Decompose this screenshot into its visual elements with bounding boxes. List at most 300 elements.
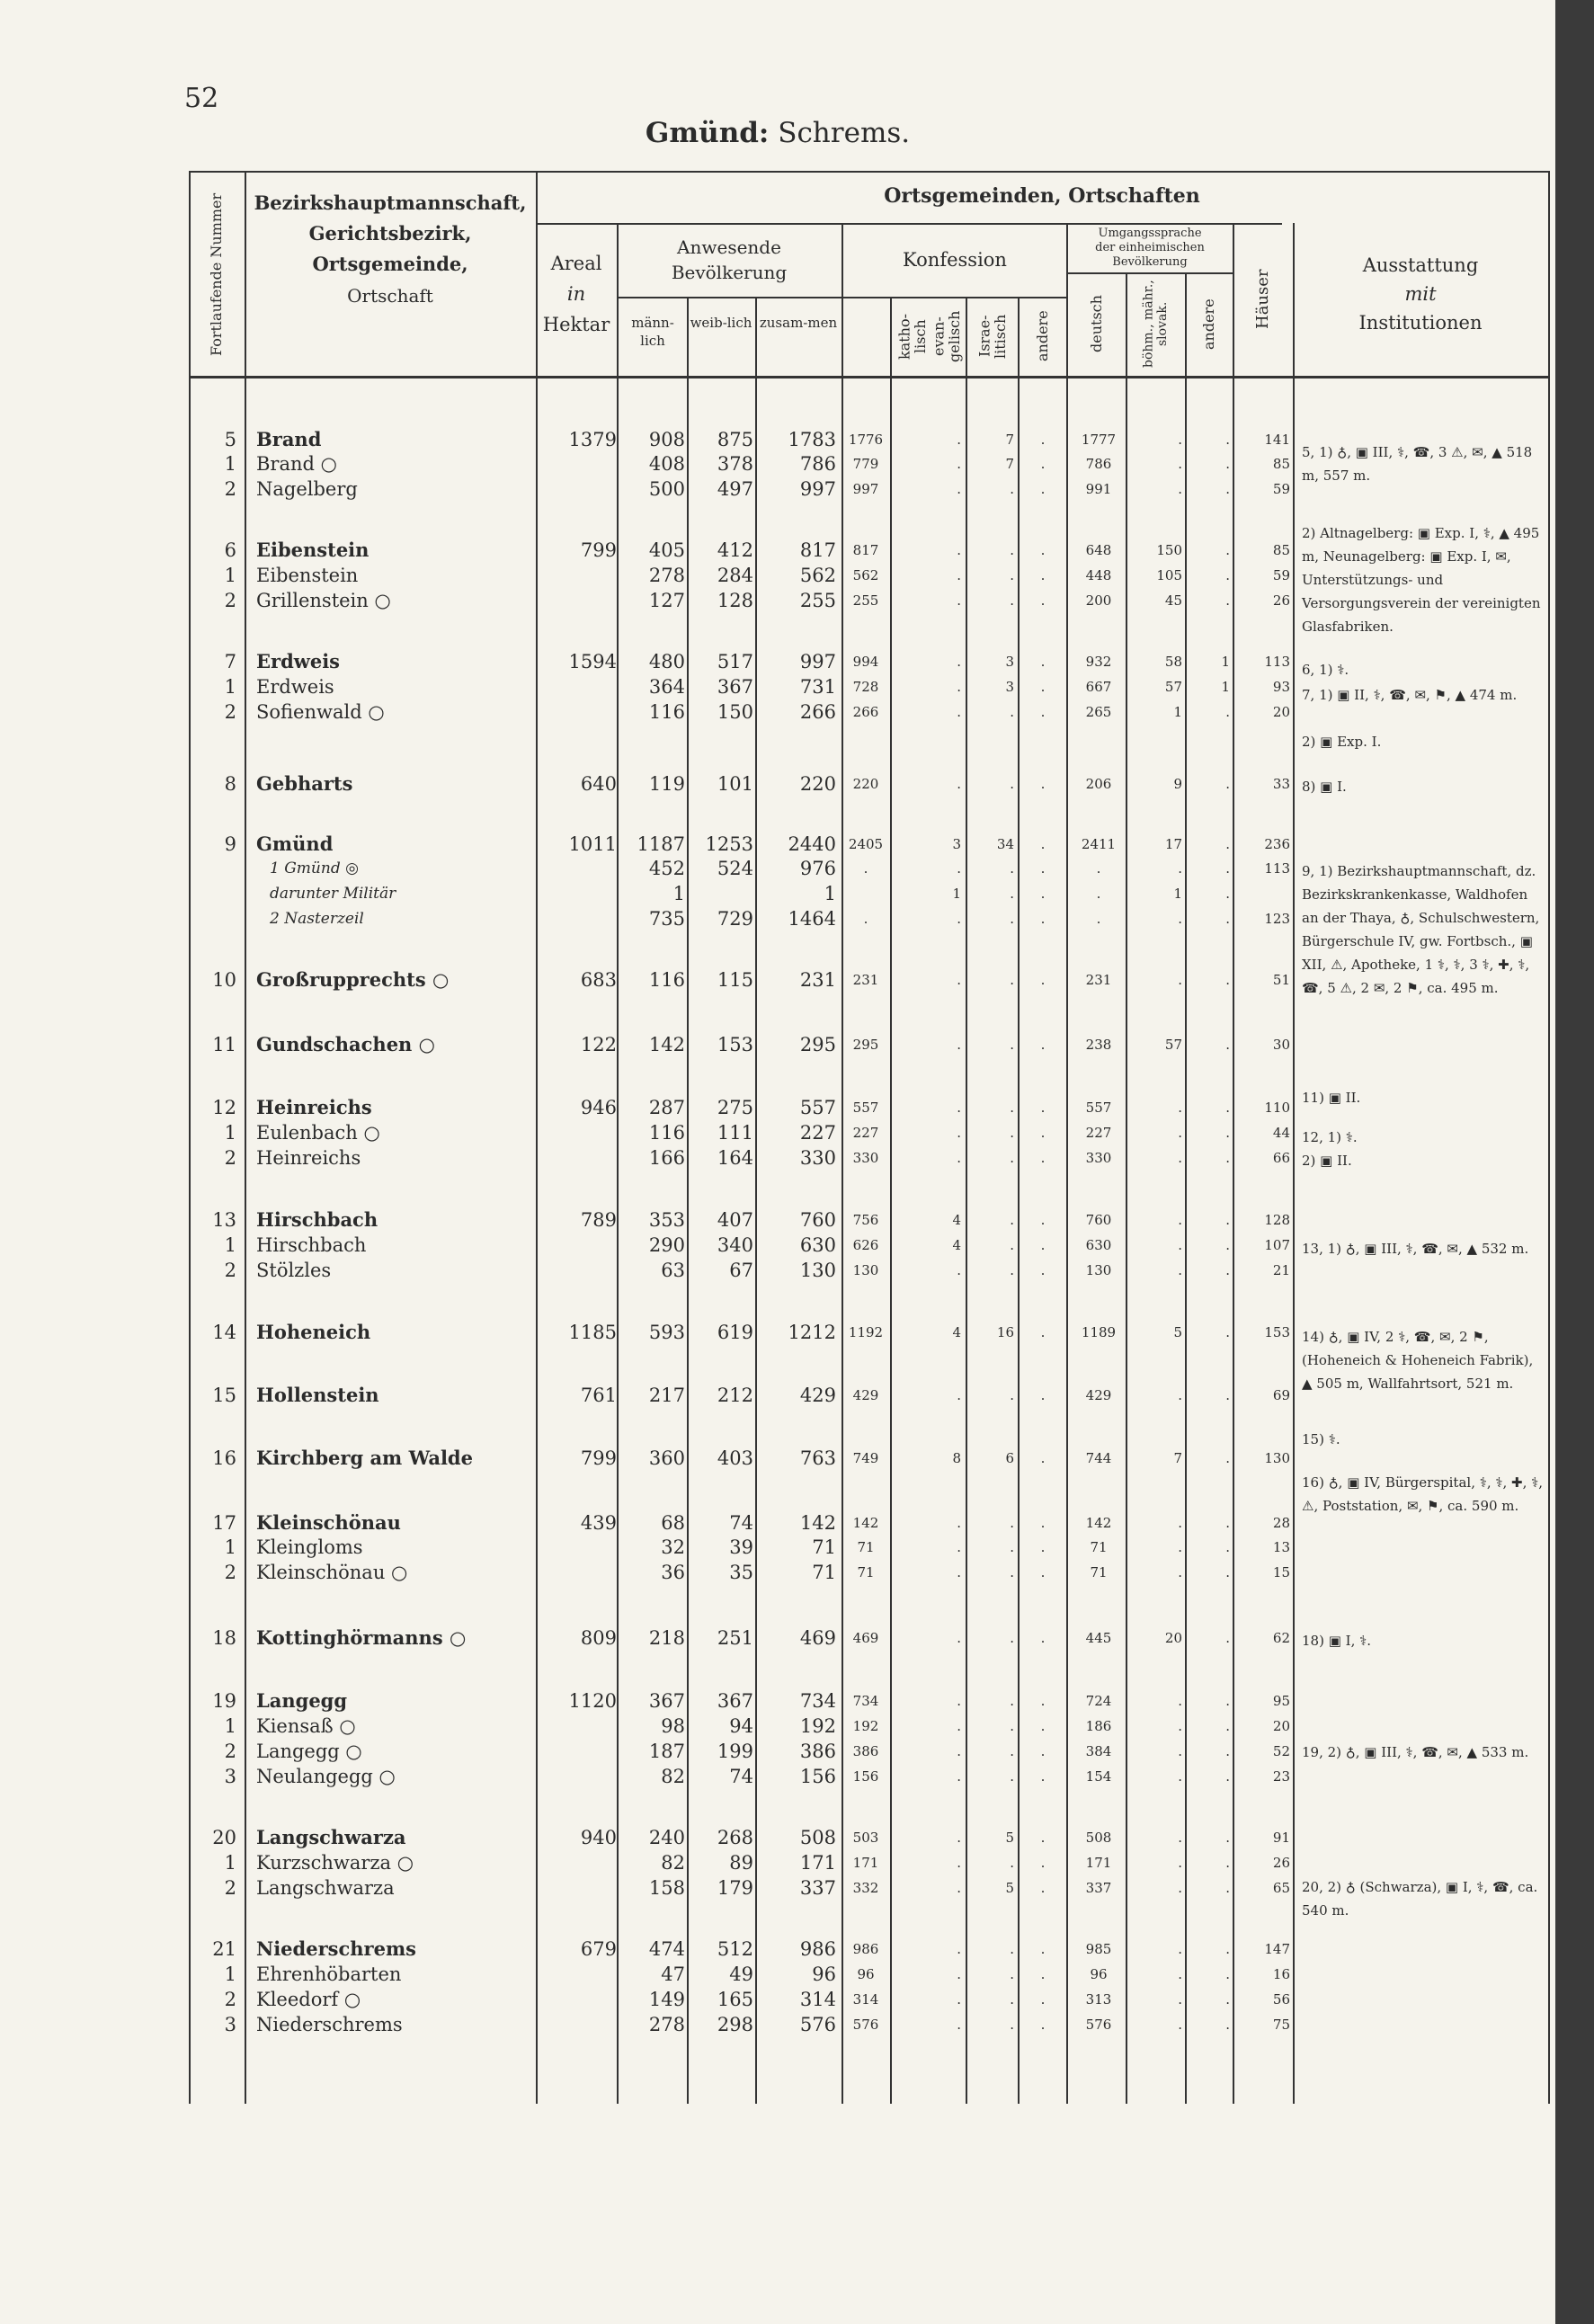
cell-kat: 562 — [852, 567, 879, 583]
cell-isr: 34 — [996, 836, 1014, 852]
cell-isr: . — [1010, 1693, 1014, 1709]
cell-area — [536, 1258, 617, 1283]
header-bezirk-4: Ortschaft — [347, 285, 433, 307]
cell-area — [536, 906, 617, 931]
cell-m: 149 — [648, 1989, 685, 2010]
cell-isr: . — [1010, 567, 1014, 583]
cell-w: 150 — [717, 701, 753, 723]
cell-name: Langegg — [256, 1689, 348, 1712]
cell-boh: . — [1178, 911, 1182, 927]
cell-hs: 59 — [1272, 567, 1290, 583]
cell-w: 115 — [717, 969, 753, 991]
cell-m: 218 — [648, 1627, 685, 1649]
cell-kat: 1192 — [848, 1324, 884, 1340]
cell-w: 199 — [717, 1741, 753, 1762]
header-bezirk-3: Ortsgemeinde, — [312, 253, 468, 275]
note-14: 14) ♁, ▣ IV, 2 ⚕, ☎, ✉, 2 ⚑, (Hoheneich & Hoheneich Fabrik), ▲ 505 m, Wallfahrtsort, 521 m. — [1302, 1329, 1534, 1392]
cell-t: 976 — [799, 858, 836, 879]
cell-hs: 110 — [1264, 1100, 1290, 1116]
cell-kat: 71 — [857, 1539, 875, 1555]
cell-and: . — [1040, 567, 1046, 583]
cell-m: 158 — [648, 1877, 685, 1899]
cell-name: Gebharts — [256, 772, 353, 795]
cell-area — [536, 1714, 617, 1739]
cell-name: Hirschbach — [256, 1234, 367, 1256]
cell-area — [536, 476, 617, 502]
cell-ev: . — [957, 2017, 961, 2033]
cell-name: Hirschbach — [256, 1208, 378, 1231]
cell-area — [536, 1875, 617, 1901]
cell-w: 35 — [729, 1562, 753, 1583]
cell-and2: . — [1225, 1991, 1230, 2008]
cell-isr: 16 — [996, 1324, 1014, 1340]
cell-hs: 23 — [1272, 1768, 1290, 1785]
cell-and2: . — [1225, 1237, 1230, 1253]
cell-boh: 1 — [1173, 886, 1182, 902]
cell-boh: . — [1178, 1941, 1182, 1957]
cell-w: 378 — [717, 453, 753, 475]
cell-boh: 45 — [1164, 592, 1182, 609]
cell-kat: 626 — [852, 1237, 879, 1253]
cell-ev: . — [957, 1125, 961, 1141]
cell-name: Eulenbach ○ — [256, 1122, 380, 1144]
cell-and: . — [1040, 911, 1046, 927]
cell-t: 337 — [799, 1877, 836, 1899]
header-umgangssprache: Umgangssprache — [1098, 227, 1202, 240]
cell-hs: 21 — [1272, 1262, 1290, 1278]
note-11: 11) ▣ II. — [1302, 1090, 1361, 1106]
cell-name: Kleingloms — [256, 1536, 363, 1558]
cell-area: 683 — [580, 969, 617, 991]
cell-and2: . — [1225, 456, 1230, 472]
cell-hs: 95 — [1272, 1693, 1290, 1709]
cell-w: 49 — [729, 1963, 753, 1985]
cell-ev: . — [957, 654, 961, 670]
note-5-2: 2) Altnagelberg: ▣ Exp. I, ⚕, ▲ 495 m, Neunagelberg: ▣ Exp. I, ✉, Unterstützungs- und Versorgungsverein der vereinigten Glasfabriken. — [1302, 525, 1541, 635]
header-mit: mit — [1404, 283, 1437, 305]
header-anwesende: Anwesende — [677, 236, 781, 258]
cell-hs: 59 — [1272, 481, 1290, 497]
cell-hs: 26 — [1272, 1855, 1290, 1871]
cell-and2: . — [1225, 567, 1230, 583]
page-title — [0, 117, 1555, 149]
page-number: 52 — [184, 83, 219, 114]
cell-w: 524 — [717, 858, 753, 879]
cell-boh: . — [1178, 481, 1182, 497]
cell-ev: . — [957, 972, 961, 988]
cell-name: Gmünd — [256, 833, 334, 855]
cell-and: . — [1040, 1630, 1046, 1646]
cell-area: 799 — [580, 1447, 617, 1469]
cell-boh: 57 — [1164, 679, 1182, 695]
header-fortlaufende: Fortlaufende Nummer — [208, 192, 226, 356]
cell-hs: 123 — [1264, 911, 1290, 927]
cell-num: 1 — [224, 1715, 236, 1737]
cell-and2: . — [1225, 776, 1230, 792]
cell-and: . — [1040, 1324, 1046, 1340]
cell-t: 1 — [824, 883, 836, 904]
cell-isr: . — [1010, 1630, 1014, 1646]
note-15: 15) ⚕. — [1302, 1431, 1340, 1447]
cell-num: 2 — [224, 1147, 236, 1169]
cell-t: 469 — [799, 1627, 836, 1649]
cell-kat: 994 — [852, 654, 879, 670]
note-20: 20, 2) ♁ (Schwarza), ▣ I, ⚕, ☎, ca. 540 m. — [1302, 1879, 1538, 1919]
cell-num: 3 — [224, 2014, 236, 2035]
cell-boh: . — [1178, 1100, 1182, 1116]
cell-and2: . — [1225, 1100, 1230, 1116]
cell-m: 405 — [648, 539, 685, 561]
cell-and2: 1 — [1221, 679, 1230, 695]
cell-kat: 1776 — [848, 432, 884, 448]
cell-boh: . — [1178, 1991, 1182, 2008]
cell-ev: 8 — [952, 1450, 961, 1466]
cell-m: 408 — [648, 453, 685, 475]
cell-and2: . — [1225, 1539, 1230, 1555]
header-deutsch: deutsch — [1088, 295, 1106, 353]
cell-and2: . — [1225, 1693, 1230, 1709]
cell-and: . — [1040, 1125, 1046, 1141]
cell-w: 517 — [717, 651, 753, 672]
cell-isr: . — [1010, 972, 1014, 988]
cell-num: 2 — [224, 590, 236, 611]
cell-m: 474 — [648, 1938, 685, 1960]
cell-kat: 2405 — [848, 836, 884, 852]
table-row — [0, 1850, 1555, 1875]
cell-boh: . — [1178, 1743, 1182, 1759]
cell-num: 11 — [212, 1034, 236, 1055]
cell-num: 1 — [224, 1234, 236, 1256]
header-konfession: Konfession — [903, 249, 1007, 271]
cell-hs: 30 — [1272, 1037, 1290, 1053]
cell-t: 255 — [799, 590, 836, 611]
cell-name: Kottinghörmanns ○ — [256, 1626, 467, 1649]
cell-area — [536, 1850, 617, 1875]
cell-name: Niederschrems — [256, 1937, 416, 1960]
cell-area: 439 — [580, 1512, 617, 1534]
cell-name: Hollenstein — [256, 1384, 379, 1406]
cell-and2: . — [1225, 1880, 1230, 1896]
cell-boh: 7 — [1173, 1450, 1182, 1466]
cell-w: 128 — [717, 590, 753, 611]
cell-kat: 576 — [852, 2017, 879, 2033]
table-row — [0, 1688, 1555, 1714]
cell-and2: . — [1225, 1743, 1230, 1759]
cell-area: 940 — [580, 1827, 617, 1848]
cell-and2: . — [1225, 1324, 1230, 1340]
cell-kat: 749 — [852, 1450, 879, 1466]
cell-and: . — [1040, 654, 1046, 670]
cell-and: . — [1040, 2017, 1046, 2033]
cell-and: . — [1040, 972, 1046, 988]
header-bottom-rule — [189, 376, 1548, 378]
cell-hs: 33 — [1272, 776, 1290, 792]
cell-ev: 4 — [952, 1237, 961, 1253]
cell-num: 12 — [212, 1097, 236, 1118]
cell-and: . — [1040, 1387, 1046, 1403]
cell-ev: . — [957, 1564, 961, 1580]
table-row — [0, 1987, 1555, 2012]
cell-w: 165 — [717, 1989, 753, 2010]
cell-and: . — [1040, 1830, 1046, 1846]
cell-isr: . — [1010, 1855, 1014, 1871]
cell-kat: . — [863, 860, 868, 877]
cell-area — [536, 856, 617, 881]
cell-area — [536, 451, 617, 476]
cell-area: 1185 — [568, 1322, 617, 1343]
cell-and: . — [1040, 592, 1046, 609]
cell-and2: . — [1225, 860, 1230, 877]
cell-and: . — [1040, 886, 1046, 902]
cell-name: Hoheneich — [256, 1321, 371, 1343]
cell-m: 593 — [648, 1322, 685, 1343]
cell-and2: . — [1225, 1387, 1230, 1403]
cell-ev: . — [957, 911, 961, 927]
cell-isr: . — [1010, 1768, 1014, 1785]
cell-and2: . — [1225, 1515, 1230, 1531]
cell-ev: . — [957, 860, 961, 877]
note-7-2: 2) ▣ Exp. I. — [1302, 734, 1382, 750]
note-19: 19, 2) ♁, ▣ III, ⚕, ☎, ✉, ▲ 533 m. — [1302, 1744, 1529, 1760]
cell-and: . — [1040, 1966, 1046, 1982]
cell-kat: 429 — [852, 1387, 879, 1403]
cell-name: Brand ○ — [256, 453, 337, 475]
cell-w: 1253 — [705, 833, 753, 855]
cell-t: 997 — [799, 651, 836, 672]
header-institutionen: Institutionen — [1358, 312, 1483, 334]
cell-and: . — [1040, 1262, 1046, 1278]
cell-deu: . — [1096, 886, 1101, 902]
cell-area: 122 — [580, 1034, 617, 1055]
cell-and2: . — [1225, 911, 1230, 927]
note-12-2: 2) ▣ II. — [1302, 1153, 1352, 1169]
cell-m: 63 — [661, 1260, 685, 1281]
cell-m: 353 — [648, 1209, 685, 1231]
cell-and: . — [1040, 836, 1046, 852]
cell-w: 39 — [729, 1536, 753, 1558]
cell-deu: 384 — [1085, 1743, 1112, 1759]
cell-isr: 6 — [1005, 1450, 1014, 1466]
cell-area — [536, 1987, 617, 2012]
cell-m: 82 — [661, 1852, 685, 1874]
cell-t: 1464 — [788, 908, 836, 930]
cell-hs: 153 — [1264, 1324, 1290, 1340]
cell-boh: . — [1178, 1237, 1182, 1253]
cell-num: 7 — [224, 651, 236, 672]
cell-deu: 1189 — [1081, 1324, 1117, 1340]
table-row — [0, 1764, 1555, 1789]
cell-and: . — [1040, 1693, 1046, 1709]
cell-num — [198, 881, 236, 906]
cell-name: Nagelberg — [256, 478, 358, 500]
cell-isr: . — [1010, 1212, 1014, 1228]
cell-deu: 448 — [1085, 567, 1112, 583]
cell-area — [536, 674, 617, 699]
header-boehmisch: böhm., mähr., slovak. — [1141, 280, 1170, 369]
cell-m: 364 — [648, 676, 685, 698]
cell-m: 116 — [648, 701, 685, 723]
cell-m: 187 — [648, 1741, 685, 1762]
cell-kat: 295 — [852, 1037, 879, 1053]
header-katholisch: katho-lisch — [895, 313, 929, 360]
table-row — [0, 2012, 1555, 2037]
cell-m: 1187 — [637, 833, 685, 855]
cell-deu: 154 — [1085, 1768, 1112, 1785]
header-maennlich: männ-lich — [631, 315, 674, 349]
cell-m: 278 — [648, 565, 685, 586]
cell-deu: 932 — [1085, 654, 1112, 670]
cell-boh: . — [1178, 456, 1182, 472]
cell-and2: . — [1225, 1037, 1230, 1053]
table-row — [0, 832, 1555, 857]
header-ortsgemeinden: Ortsgemeinden, Ortschaften — [884, 184, 1200, 208]
cell-t: 731 — [799, 676, 836, 698]
cell-isr: . — [1010, 911, 1014, 927]
cell-boh: . — [1178, 1212, 1182, 1228]
cell-name: darunter Militär — [270, 885, 396, 903]
cell-w: 67 — [729, 1260, 753, 1281]
cell-t: 330 — [799, 1147, 836, 1169]
cell-name: Grillenstein ○ — [256, 590, 391, 611]
cell-kat: 96 — [857, 1966, 875, 1982]
cell-ev: . — [957, 1966, 961, 1982]
cell-isr: 5 — [1005, 1880, 1014, 1896]
cell-ev: . — [957, 1515, 961, 1531]
table-row — [0, 1207, 1555, 1233]
cell-w: 412 — [717, 539, 753, 561]
cell-kat: 997 — [852, 481, 879, 497]
cell-hs: 113 — [1264, 654, 1290, 670]
cell-and2: . — [1225, 1966, 1230, 1982]
cell-hs: 16 — [1272, 1966, 1290, 1982]
cell-t: 96 — [812, 1963, 836, 1985]
table-row — [0, 1937, 1555, 1962]
cell-t: 630 — [799, 1234, 836, 1256]
cell-w: 367 — [717, 1690, 753, 1712]
note-13: 13, 1) ♁, ▣ III, ⚕, ☎, ✉, ▲ 532 m. — [1302, 1241, 1529, 1257]
cell-hs: 107 — [1264, 1237, 1290, 1253]
cell-area — [536, 1233, 617, 1258]
cell-name: Langegg ○ — [256, 1741, 362, 1762]
cell-ev: . — [957, 432, 961, 448]
cell-and2: . — [1225, 1262, 1230, 1278]
table-row — [0, 1962, 1555, 1987]
cell-ev: 1 — [952, 886, 961, 902]
cell-boh: 57 — [1164, 1037, 1182, 1053]
cell-name: Sofienwald ○ — [256, 701, 385, 723]
cell-area: 789 — [580, 1209, 617, 1231]
cell-w: 619 — [717, 1322, 753, 1343]
title-district: Gmünd: — [645, 117, 770, 149]
cell-w: 403 — [717, 1447, 753, 1469]
cell-kat: 255 — [852, 592, 879, 609]
cell-name: Kiensaß ○ — [256, 1715, 356, 1737]
cell-and: . — [1040, 1768, 1046, 1785]
cell-hs: 85 — [1272, 542, 1290, 558]
cell-ev: . — [957, 542, 961, 558]
cell-isr: . — [1010, 1743, 1014, 1759]
cell-w: 251 — [717, 1627, 753, 1649]
cell-kat: 231 — [852, 972, 879, 988]
cell-hs: 65 — [1272, 1880, 1290, 1896]
cell-deu: 1777 — [1081, 432, 1117, 448]
cell-kat — [845, 881, 886, 906]
cell-hs: 51 — [1272, 972, 1290, 988]
cell-num: 2 — [224, 1741, 236, 1762]
cell-t: 220 — [799, 773, 836, 795]
cell-hs: 13 — [1272, 1539, 1290, 1555]
cell-and: . — [1040, 1037, 1046, 1053]
header-bevoelkerung: Bevölkerung — [671, 262, 788, 283]
cell-boh: . — [1178, 1830, 1182, 1846]
cell-num: 1 — [224, 1122, 236, 1144]
cell-m: 240 — [648, 1827, 685, 1848]
cell-area: 946 — [580, 1097, 617, 1118]
header-sub-rule — [536, 223, 1282, 225]
cell-isr: . — [1010, 1100, 1014, 1116]
header-areal-in: in — [566, 283, 586, 305]
header-haeuser: Häuser — [1253, 269, 1273, 330]
cell-t: 295 — [799, 1034, 836, 1055]
cell-name: Kurzschwarza ○ — [256, 1852, 414, 1874]
cell-and: . — [1040, 860, 1046, 877]
cell-and: . — [1040, 542, 1046, 558]
cell-m: 360 — [648, 1447, 685, 1469]
cell-m: 119 — [648, 773, 685, 795]
header-bezirk-1: Bezirkshauptmannschaft, — [254, 191, 527, 214]
cell-t: 763 — [799, 1447, 836, 1469]
cell-boh: . — [1178, 1539, 1182, 1555]
cell-name: Erdweis — [256, 650, 340, 672]
cell-area — [536, 2012, 617, 2037]
cell-num: 2 — [224, 1260, 236, 1281]
cell-hs: 62 — [1272, 1630, 1290, 1646]
cell-num: 2 — [224, 701, 236, 723]
cell-and2: . — [1225, 886, 1230, 902]
cell-kat: 986 — [852, 1941, 879, 1957]
cell-area: 1379 — [568, 429, 617, 450]
cell-t: 508 — [799, 1827, 836, 1848]
cell-name: Kleinschönau ○ — [256, 1562, 408, 1583]
header-areal-hektar: Hektar — [542, 314, 610, 335]
cell-m: 480 — [648, 651, 685, 672]
cell-area: 809 — [580, 1627, 617, 1649]
cell-deu: 313 — [1085, 1991, 1112, 2008]
cell-area: 799 — [580, 539, 617, 561]
cell-deu: . — [1096, 860, 1101, 877]
cell-boh: . — [1178, 972, 1182, 988]
cell-name: Großrupprechts ○ — [256, 968, 450, 991]
cell-t: 786 — [799, 453, 836, 475]
cell-num: 15 — [212, 1385, 236, 1406]
header-ausstattung: Ausstattung — [1362, 254, 1479, 276]
cell-deu: 71 — [1090, 1564, 1108, 1580]
cell-deu: 667 — [1085, 679, 1112, 695]
cell-name: Neulangegg ○ — [256, 1766, 396, 1787]
cell-isr: . — [1010, 542, 1014, 558]
cell-w: 367 — [717, 676, 753, 698]
cell-and: . — [1040, 481, 1046, 497]
header-sub-rule-4 — [1066, 272, 1233, 274]
cell-kat: 503 — [852, 1830, 879, 1846]
header-weiblich: weib-lich — [690, 315, 752, 331]
cell-ev: . — [957, 592, 961, 609]
cell-w: 284 — [717, 565, 753, 586]
note-8: 8) ▣ I. — [1302, 779, 1347, 795]
cell-boh: . — [1178, 2017, 1182, 2033]
cell-isr: . — [1010, 776, 1014, 792]
cell-and: . — [1040, 679, 1046, 695]
